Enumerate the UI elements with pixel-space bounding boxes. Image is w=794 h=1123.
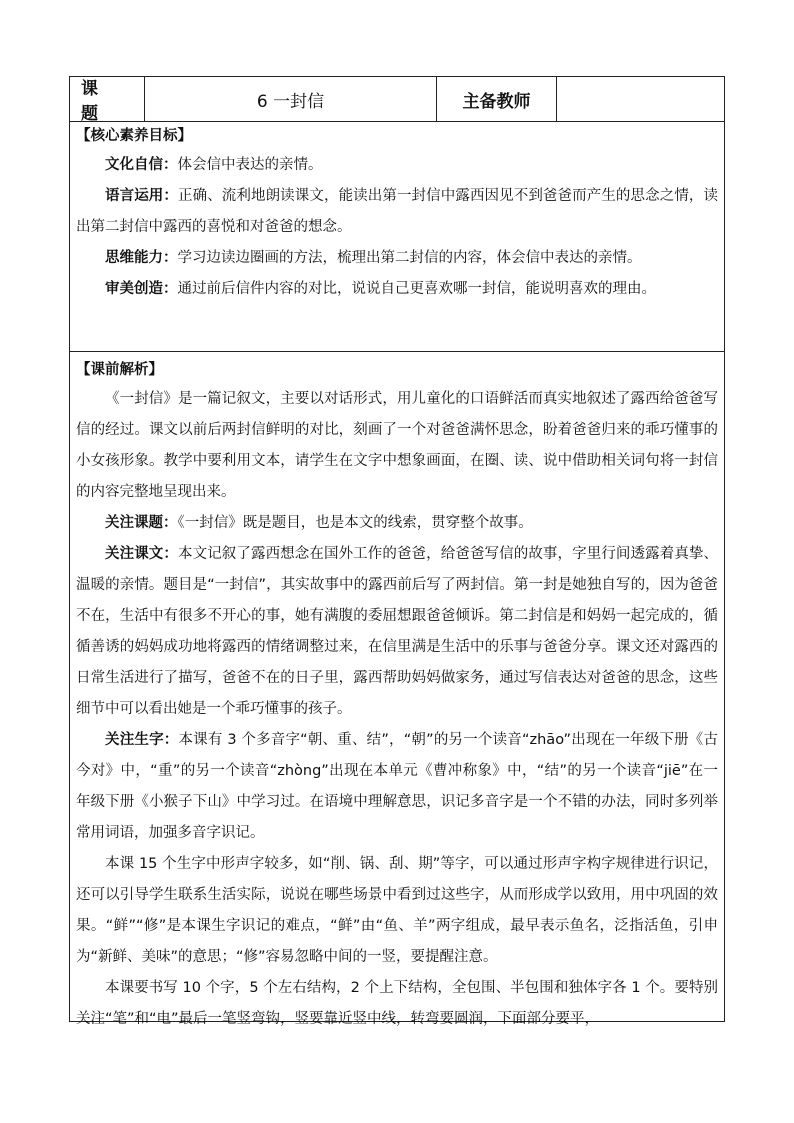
teacher-label: 主备教师 [437,77,557,121]
goal-item [76,243,718,274]
analysis-paragraph: 《一封信》是一篇记叙文，主要以对话形式，用儿童化的口语鲜活而真实地叙述了露西给爸爸写信的经过。课文以前后两封信鲜明的对比，刻画了一个对爸爸满怀思念，盼着爸爸归来的乖巧懂事的小女孩形象。教学中要利用文本，请学生在文字中想象画面，在圈、读、说中借助相关词句将一封信的内容完整地呈现出来。 [76,391,718,500]
goal-item [76,181,718,243]
pre-class-analysis-section [70,352,724,1035]
goal-item [76,274,718,305]
analysis-paragraph [76,539,718,725]
analysis-title: 【课前解析】 [76,362,163,378]
goal-lead: 语言运用： [105,188,178,204]
analysis-paragraph: 本课 15 个生字中形声字较多，如“削、锅、刮、期”等字，可以通过形声字构字规律进行识记，还可以引导学生联系生活实际，说说在哪些场景中看到过这些字，从而形成学以致用，用中巩固的效果。“鲜”“修”是本课生字识记的难点，“鲜”由“鱼、羊”两字组成，最早表示鱼名，泛指活鱼，引申为“新鲜、美味”的意思；“修”容易忽略中间的一竖，要提醒注意。 [76,856,718,965]
topic-label: 课 题 [70,77,145,121]
analysis-paragraph [76,725,718,849]
paragraph-text: 本文记叙了露西想念在国外工作的爸爸，给爸爸写信的故事，字里行间透露着真挚、温暖的亲情。题目是“一封信”，其实故事中的露西前后写了两封信。第一封是她独自写的，因为爸爸不在，生活中有很多不开心的事，她有满腹的委屈想跟爸爸倾诉。第二封信是和妈妈一起完成的，循循善诱的妈妈成功地将露西的情绪调整过来，在信里满是生活中的乐事与爸爸分享。课文还对露西的日常生活进行了描写，爸爸不在的日子里，露西帮助妈妈做家务，通过写信表达对爸爸的思念，这些细节中可以看出她是一个乖巧懂事的孩子。 [76,546,719,717]
analysis-paragraph [76,508,718,539]
goal-text: 正确、流利地朗读课文，能读出第一封信中露西因见不到爸爸而产生的思念之情，读出第二封信中露西的喜悦和对爸爸的想念。 [76,188,719,235]
goal-text: 通过前后信件内容的对比，说说自己更喜欢哪一封信，能说明喜欢的理由。 [177,281,656,297]
goals-title: 【核心素养目标】 [76,128,192,144]
topic-value: 6 一封信 [145,77,437,121]
core-goals-section [70,122,724,352]
lesson-plan-table [69,76,725,1027]
paragraph-text: 《一封信》既是题目，也是本文的线索，贯穿整个故事。 [177,515,533,531]
paragraph-lead: 关注课文： [105,546,178,562]
paragraph-text: 本课有 3 个多音字“朝、重、结”，“朝”的另一个读音“zhāo”出现在一年级下册《古今对》中，“重”的另一个读音“zhòng”出现在本单元《曹冲称象》中，“结”的另一个读音“jiē”在一年级下册《小猴子下山》中学习过。在语境中理解意思，识记多音字是一个不错的办法，同时多列举常用词语，加强多音字识记。 [76,732,718,841]
goal-text: 体会信中表达的亲情。 [177,157,323,173]
teacher-value [557,77,724,121]
goal-lead: 文化自信： [105,157,178,173]
paragraph-lead: 关注课题： [105,515,178,531]
goal-lead: 审美创造： [105,281,178,297]
goal-lead: 思维能力： [105,250,178,266]
goal-item [76,150,718,181]
header-row [70,77,724,122]
paragraph-lead: 关注生字： [105,732,179,748]
goal-text: 学习边读边圈画的方法，梳理出第二封信的内容，体会信中表达的亲情。 [177,250,642,266]
analysis-paragraph: 本课要书写 10 个字，5 个左右结构，2 个上下结构，全包围、半包围和独体字各 1 个。要特别关注“笔”和“电”最后一笔竖弯钩，竖要靠近竖中线，转弯要圆润，下面部分要平， [76,980,718,1027]
